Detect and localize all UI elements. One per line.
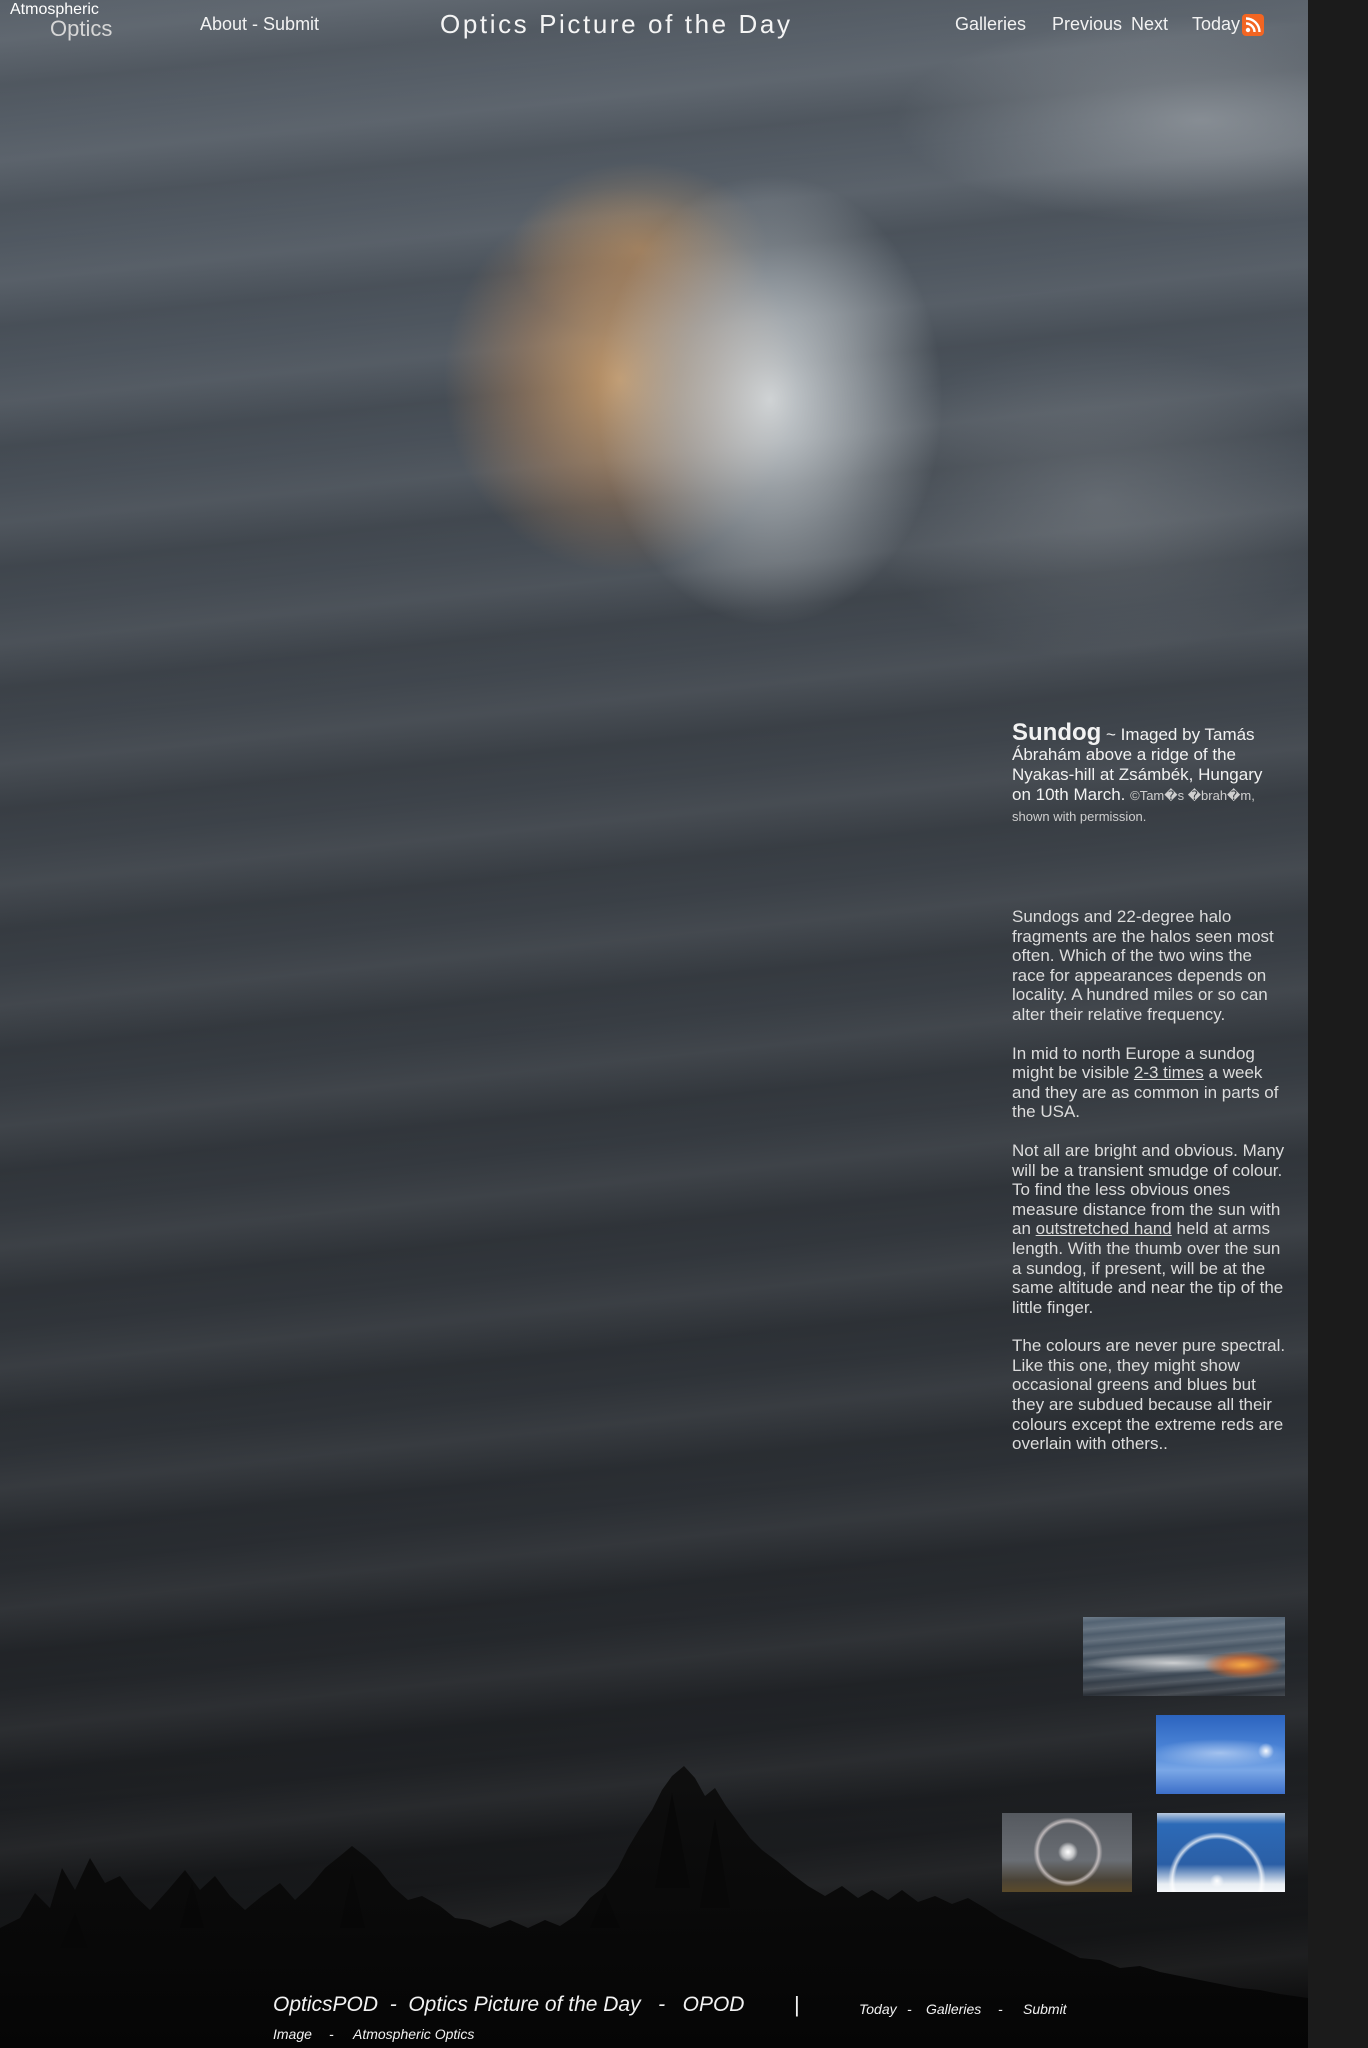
article-paragraph-2 [1012,1044,1288,1122]
footer-dash-1: - [907,2001,912,2017]
site-logo[interactable] [10,2,112,40]
footer-today-link[interactable]: Today [859,2001,897,2017]
footer-dash-3: - [329,2026,334,2042]
footer-site-name: OpticsPOD - Optics Picture of the Day - OPOD [273,1993,745,2016]
footer-submit-link[interactable]: Submit [1023,2001,1067,2017]
paragraph-3-text-b: held at arms length. With the thumb over the sun a sundog, if present, will be at the same altitude and near the tip of the little finger. [1012,1219,1284,1317]
footer-image-link[interactable]: Image [273,2026,312,2042]
thumbnail-related-2[interactable] [1156,1715,1285,1794]
article-paragraph-3 [1012,1141,1288,1317]
paragraph-2-text-a: In mid to north Europe a sundog might be visible [1012,1043,1255,1083]
rss-feed-icon[interactable] [1242,14,1264,36]
article-paragraph-1: Sundogs and 22-degree halo fragments are the halos seen most often. Which of the two wins the race for appearances depends on locality. A hundred miles or so can alter their relative frequency. [1012,907,1274,1024]
thumbnail-related-1[interactable] [1083,1617,1285,1696]
article-body [1012,907,1288,1473]
logo-line-atmospheric: Atmospheric [10,1,99,18]
paragraph-2-text-b: a week and they are as common in parts of the USA. [1012,1063,1279,1122]
caption-credit: ©Tam�s �brah�m, shown with permission. [1012,788,1255,824]
galleries-link[interactable]: Galleries [955,14,1027,34]
footer-galleries-link[interactable]: Galleries [926,2001,982,2017]
thumbnail-related-3[interactable] [1002,1813,1132,1892]
thumbnail-related-4[interactable] [1157,1813,1285,1892]
paragraph-3-text-a: Not all are bright and obvious. Many will be a transient smudge of colour. To find the less obvious ones measure distance from the sun with an [1012,1140,1285,1239]
about-submit-link[interactable]: About - Submit [200,14,320,34]
caption-title: Sundog [1012,719,1102,746]
previous-link[interactable]: Previous [1052,14,1123,34]
next-link[interactable]: Next [1131,14,1169,34]
page-title: Optics Picture of the Day [440,9,793,39]
footer-separator: | [794,1992,800,2017]
footer-atmospheric-optics-link[interactable]: Atmospheric Optics [353,2026,475,2042]
link-2-3-times[interactable]: 2-3 times [1133,1063,1204,1083]
today-link[interactable]: Today [1192,14,1241,34]
picture-caption [1012,719,1284,827]
logo-line-optics: Optics [50,16,113,41]
footer-dash-2: - [998,2001,1003,2017]
article-paragraph-4: The colours are never pure spectral. Like this one, they might show occasional greens and blues but they are subdued because all their colours except the extreme reds are overlain with others.. [1012,1336,1286,1454]
caption-text: ~ Imaged by Tamás Ábrahám above a ridge of the Nyakas-hill at Zsámbék, Hungary on 10th March. [1012,725,1263,804]
link-outstretched-hand[interactable]: outstretched hand [1035,1219,1172,1239]
